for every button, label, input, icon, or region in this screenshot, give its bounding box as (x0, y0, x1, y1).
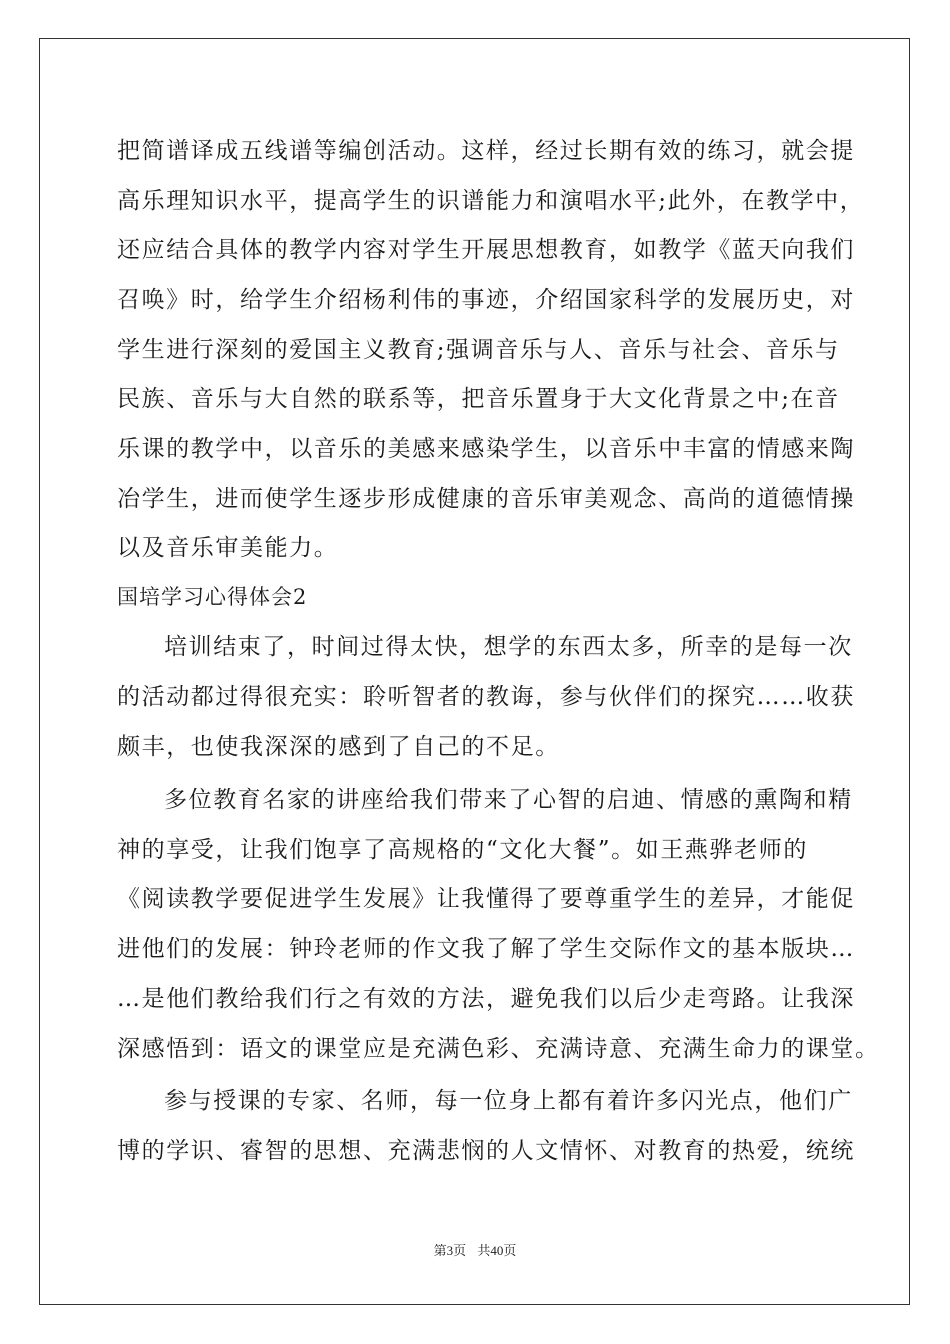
text-line: …是他们教给我们行之有效的方法，避免我们以后少走弯路。让我深 (117, 986, 855, 1012)
page-footer (0, 1240, 950, 1259)
text-line: 深感悟到：语文的课堂应是充满色彩、充满诗意、充满生命力的课堂。 (117, 1036, 880, 1062)
text-line: 多位教育名家的讲座给我们带来了心智的启迪、情感的熏陶和精 (164, 787, 853, 813)
text-line: 把简谱译成五线谱等编创活动。这样，经过长期有效的练习，就会提 (117, 138, 855, 164)
text-line: 还应结合具体的教学内容对学生开展思想教育，如教学《蓝天向我们 (117, 237, 855, 263)
text-line: 《阅读教学要促进学生发展》让我懂得了要尊重学生的差异，才能促 (117, 886, 855, 912)
text-line: 颇丰，也使我深深的感到了自己的不足。 (117, 734, 560, 760)
text-line: 博的学识、睿智的思想、充满悲悯的人文情怀、对教育的热爱，统统 (117, 1138, 855, 1164)
text-line: 高乐理知识水平，提高学生的识谱能力和演唱水平;此外，在教学中， (117, 188, 865, 214)
page-number: 第3页 (433, 1243, 467, 1258)
text-line: 参与授课的专家、名师，每一位身上都有着许多闪光点，他们广 (164, 1088, 853, 1114)
text-line: 冶学生，进而使学生逐步形成健康的音乐审美观念、高尚的道德情操 (117, 486, 855, 512)
text-line: 的活动都过得很充实：聆听智者的教诲，参与伙伴们的探究……收获 (117, 684, 855, 710)
text-line: 以及音乐审美能力。 (117, 535, 339, 561)
text-line: 召唤》时，给学生介绍杨利伟的事迹，介绍国家科学的发展历史，对 (117, 287, 855, 313)
text-line: 乐课的教学中，以音乐的美感来感染学生，以音乐中丰富的情感来陶 (117, 436, 855, 462)
section-heading: 国培学习心得体会2 (117, 585, 308, 609)
text-line: 学生进行深刻的爱国主义教育;强调音乐与人、音乐与社会、音乐与 (117, 337, 840, 363)
text-line: 神的享受，让我们饱享了高规格的“文化大餐”。如王燕骅老师的 (117, 837, 808, 863)
page-total: 共40页 (477, 1243, 517, 1258)
text-line: 进他们的发展：钟玲老师的作文我了解了学生交际作文的基本版块… (117, 936, 855, 962)
text-line: 培训结束了，时间过得太快，想学的东西太多，所幸的是每一次 (164, 634, 853, 660)
text-line: 民族、音乐与大自然的联系等，把音乐置身于大文化背景之中;在音 (117, 386, 840, 412)
